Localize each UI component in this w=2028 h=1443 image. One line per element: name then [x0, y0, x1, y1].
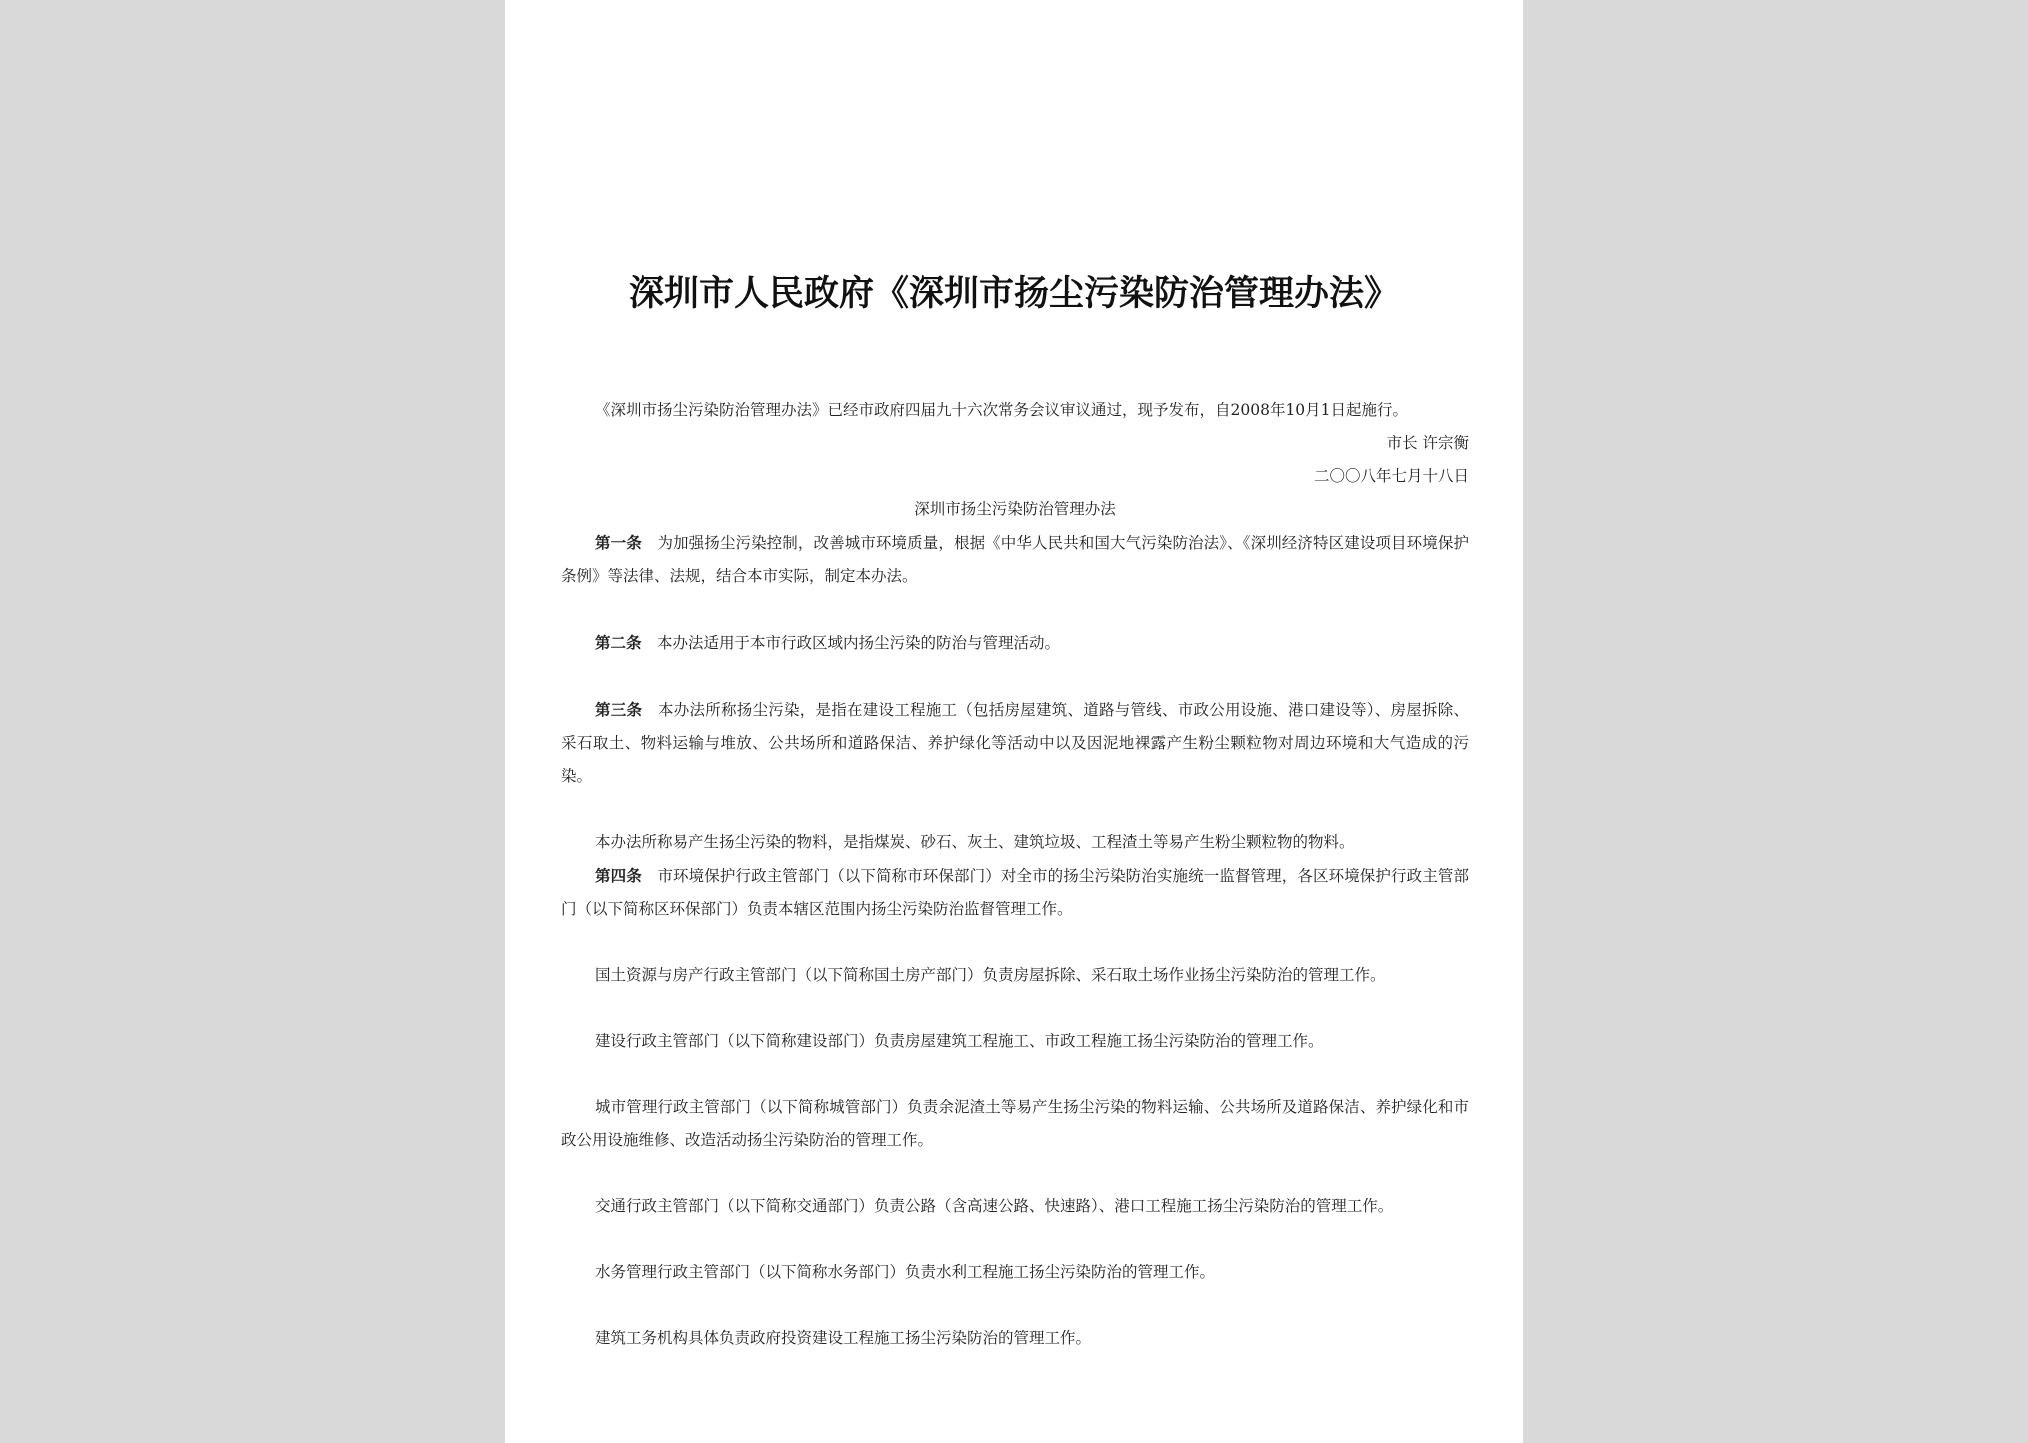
- article-paragraph: [561, 1091, 1469, 1157]
- article-paragraph: [561, 626, 1469, 660]
- article-paragraph: [561, 526, 1469, 593]
- article-paragraph: [561, 1322, 1469, 1355]
- article-label: 第三条: [595, 700, 643, 719]
- document-page: [505, 0, 1523, 1443]
- article-text: 建筑工务机构具体负责政府投资建设工程施工扬尘污染防治的管理工作。: [595, 1329, 1092, 1347]
- article-label: 第四条: [595, 866, 642, 885]
- article-text: 交通行政主管部门（以下简称交通部门）负责公路（含高速公路、快速路）、港口工程施工扬尘污染防治的管理工作。: [595, 1197, 1394, 1215]
- article-label: 第一条: [595, 533, 642, 552]
- article-paragraph: [561, 859, 1469, 926]
- article-text: 本办法所称扬尘污染，是指在建设工程施工（包括房屋建筑、道路与管线、市政公用设施、港口建设等）、房屋拆除、采石取土、物料运输与堆放、公共场所和道路保洁、养护绿化等活动中以及因泥地裸露产生粉尘颗粒物对周边环境和大气造成的污染。: [561, 701, 1469, 785]
- article-text: 本办法所称易产生扬尘污染的物料，是指煤炭、砂石、灰土、建筑垃圾、工程渣土等易产生粉尘颗粒物的物料。: [595, 833, 1355, 851]
- document-title: 深圳市人民政府《深圳市扬尘污染防治管理办法》: [628, 273, 1399, 314]
- article-text: 为加强扬尘污染控制，改善城市环境质量，根据《中华人民共和国大气污染防治法》、《深圳经济特区建设项目环境保护条例》等法律、法规，结合本市实际，制定本办法。: [561, 534, 1469, 585]
- article-text: 城市管理行政主管部门（以下简称城管部门）负责余泥渣土等易产生扬尘污染的物料运输、公共场所及道路保洁、养护绿化和市政公用设施维修、改造活动扬尘污染防治的管理工作。: [561, 1098, 1469, 1149]
- article-text: 水务管理行政主管部门（以下简称水务部门）负责水利工程施工扬尘污染防治的管理工作。: [595, 1263, 1216, 1281]
- article-text: 本办法适用于本市行政区域内扬尘污染的防治与管理活动。: [657, 634, 1061, 652]
- article-text: 国土资源与房产行政主管部门（以下简称国土房产部门）负责房屋拆除、采石取土场作业扬尘污染防治的管理工作。: [595, 966, 1386, 984]
- article-paragraph: [561, 693, 1469, 793]
- article-paragraph: [561, 1190, 1469, 1223]
- intro-paragraph: 《深圳市扬尘污染防治管理办法》已经市政府四届九十六次常务会议审议通过，现予发布，自2008年10月1日起施行。: [595, 401, 1409, 419]
- document-body: [561, 394, 1469, 1355]
- article-label: 第二条: [595, 633, 642, 652]
- article-paragraph: [561, 1025, 1469, 1058]
- article-paragraph: [561, 1256, 1469, 1289]
- article-paragraph: [561, 826, 1469, 859]
- article-text: 市环境保护行政主管部门（以下简称市环保部门）对全市的扬尘污染防治实施统一监督管理，各区环境保护行政主管部门（以下简称区环保部门）负责本辖区范围内扬尘污染防治监督管理工作。: [561, 867, 1469, 918]
- date-line: 二〇〇八年七月十八日: [1313, 467, 1469, 485]
- article-text: 建设行政主管部门（以下简称建设部门）负责房屋建筑工程施工、市政工程施工扬尘污染防治的管理工作。: [595, 1032, 1324, 1050]
- signature-line: 市长 许宗衡: [1386, 434, 1469, 452]
- document-subtitle: 深圳市扬尘污染防治管理办法: [914, 500, 1116, 518]
- article-paragraph: [561, 959, 1469, 992]
